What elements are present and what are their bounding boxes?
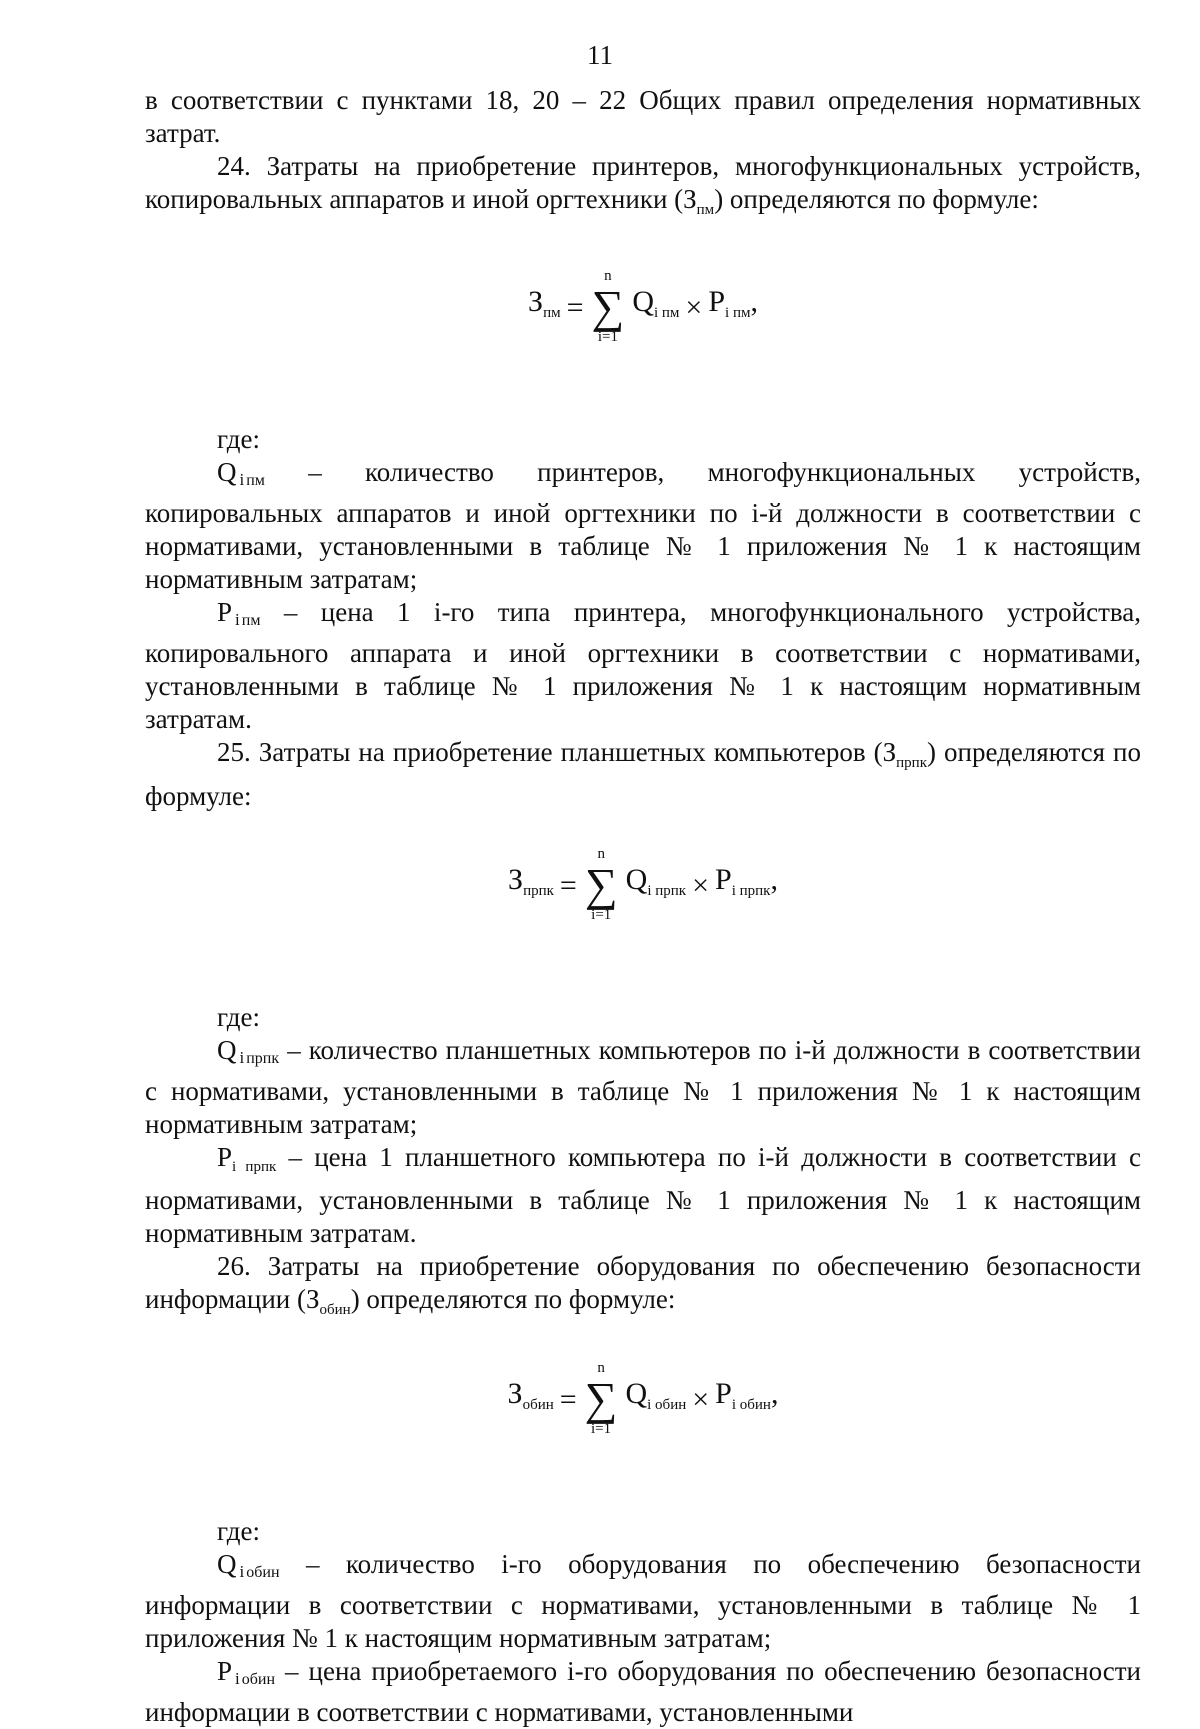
where-label: где: [217,424,260,454]
definition-q-obin: Qi обин – количество i-го оборудования по обеспечению безопасности информации в соответствии с нормативами, установленными в таблице № 1 приложения № 1 к настоящим нормативным затратам; [145,1549,1141,1653]
sum-symbol: n ∑ i=1 [584,846,618,923]
sum-symbol: n ∑ i=1 [584,1360,618,1437]
paragraph-continuation: в соответствии с пунктами 18, 20 – 22 Общих правил определения нормативных затрат. [145,85,1141,148]
paragraph-26: 26. Затраты на приобретение оборудования по обеспечению безопасности информации $(З_{обин})$ определяются по формуле: [145,1251,1141,1318]
formula-26: $З_{обин}$ = n ∑ i=1 $Q_{i обин}$ × $P_{i обин}$, [507,1360,779,1437]
formula-24: $З_{пм}$ = n ∑ i=1 $Q_{i пм}$ × $P_{i пм}$, [528,268,758,345]
formula-25: $З_{прпк}$ = n ∑ i=1 $Q_{i прпк}$ × $P_{i прпк}$, [508,846,778,923]
where-label: где: [217,1002,260,1032]
definition-q-pm: Qi пм – количество принтеров, многофункциональных устройств, копировальных аппаратов и иной оргтехники по i-й должности в соответствии с нормативами, установленными в таблице № 1 приложения № 1 к настоящим нормативным затратам; [145,457,1141,594]
sum-symbol: n ∑ i=1 [591,268,625,345]
where-label: где: [217,1516,260,1546]
definition-q-prpk: Qi прпк – количество планшетных компьютеров по i-й должности в соответствии с нормативами, установленными в таблице № 1 приложения № 1 к настоящим нормативным затратам; [145,1035,1141,1139]
definition-p-prpk: Pi прпк – цена 1 планшетного компьютера по i-й должности в соответствии с нормативами, установленными в таблице № 1 приложения № 1 к настоящим нормативным затратам. [145,1142,1142,1248]
paragraph-24: 24. Затраты на приобретение принтеров, многофункциональных устройств, копировальных аппаратов и иной оргтехники $(З_{пм})$ определяются по формуле: [145,151,1141,218]
definition-p-pm: Pi пм – цена 1 i-го типа принтера, многофункционального устройства, копировального аппарата и иной оргтехники в соответствии с нормативами, установленными в таблице № 1 приложения № 1 к настоящим нормативным затратам. [145,597,1141,734]
paragraph-25: 25. Затраты на приобретение планшетных компьютеров $(З_{прпк})$ определяются по формуле: [145,737,1141,811]
definition-p-obin: Pi обин – цена приобретаемого i-го оборудования по обеспечению безопасности информации в соответствии с нормативами, установленными [145,1656,1141,1727]
document-body [145,84,1141,1729]
page-number: 11 [587,40,613,70]
